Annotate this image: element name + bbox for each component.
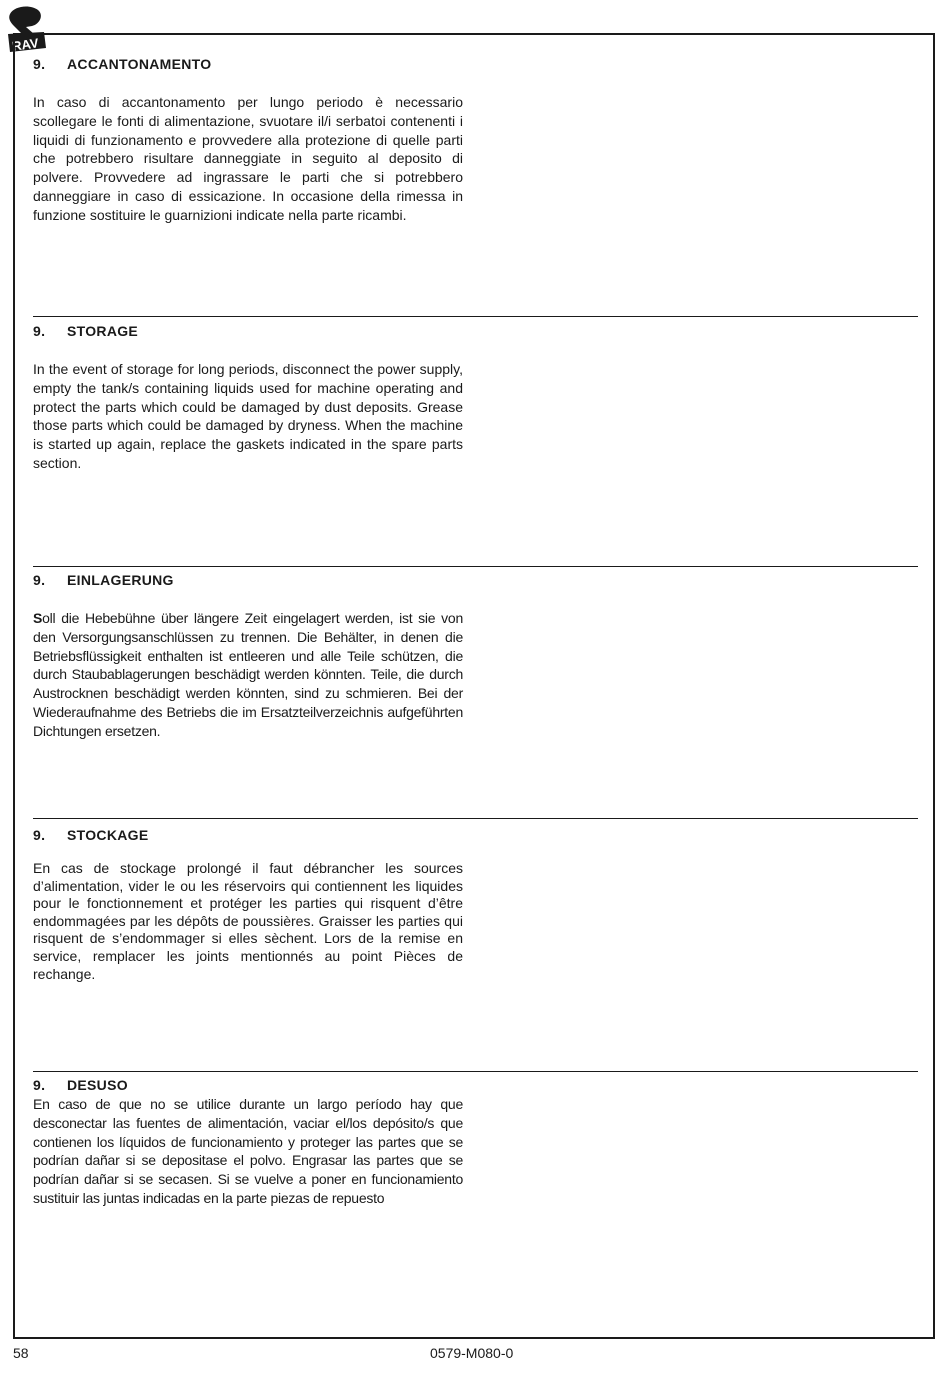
section-number: 9.	[33, 56, 46, 72]
drop-initial: S	[33, 610, 43, 626]
section-heading	[33, 1076, 463, 1094]
section-number: 9.	[33, 1077, 46, 1093]
section-body	[33, 609, 463, 741]
section-french	[33, 826, 463, 983]
section-heading	[33, 322, 463, 340]
section-body: In the event of storage for long periods, disconnect the power supply, empty the tank/s containing liquids used for machine operating and protect the parts which could be damaged by dust deposits. Grease those parts which could be damaged by dryness. When the machine is started up again, replace the gaskets indicated in the spare parts section.	[33, 361, 463, 471]
section-divider	[33, 316, 918, 317]
section-body: In caso di accantonamento per lungo periodo è necessario scollegare le fonti di alimentazione, svuotare il/i serbatoi contenenti i liquidi di funzionamento e provvedere alla protezione di quelle parti che potrebbero risultare danneggiate in seguito al deposito di polvere. Provvedere ad ingrassare le parti che si potrebbero danneggiare in caso di essicazione. In occasione della rimessa in funzione sostituire le guarnizioni indicate nella parte ricambi.	[33, 94, 463, 223]
section-title: DESUSO	[67, 1077, 128, 1093]
section-title: STOCKAGE	[67, 827, 149, 843]
section-divider	[33, 818, 918, 819]
section-number: 9.	[33, 323, 46, 339]
document-code: 0579-M080-0	[430, 1345, 514, 1361]
section-heading	[33, 55, 463, 73]
section-body-text: oll die Hebebühne über längere Zeit eingelagert werden, ist sie von den Versorgungsanschlüssen zu trennen. Die Behälter, in denen die Betriebsflüssigkeit enthalten ist entleeren und alle Teile schützen, die durch Staubablagerungen beschädigt werden könnten. Teile, die durch Austrocknen beschädigt werden könnten, sind zu schmieren. Bei der Wiederaufnahme des Betriebs die im Ersatzteilverzeichnis aufgeführten Dichtungen ersetzen.	[33, 610, 463, 739]
section-english	[33, 322, 463, 473]
section-title: EINLAGERUNG	[67, 572, 174, 588]
section-title: STORAGE	[67, 323, 139, 339]
section-italian	[33, 55, 463, 225]
section-body: En cas de stockage prolongé il faut débrancher les sources d’alimentation, vider le ou les réservoirs qui contiennent les liquides pour le fonctionnement et protéger les parties qui risquent d’être endommagées par les dépôts de poussières. Graisser les parties qui risquent de s’endommager si elles sèchent. Lors de la remise en service, remplacer les joints mentionnés au point Pièces de rechange.	[33, 860, 463, 982]
section-divider	[33, 1071, 918, 1072]
section-divider	[33, 566, 918, 567]
section-spanish	[33, 1076, 463, 1208]
section-heading	[33, 826, 463, 844]
section-body: En caso de que no se utilice durante un largo período hay que desconectar las fuentes de alimentación, vaciar el/los depósito/s que contienen los líquidos de funcionamiento y proteger las partes que se podrían dañar si se depositase el polvo. Engrasar las partes que se podrían dañar si se secasen. Si se vuelve a poner en funcionamiento sustituir las juntas indicadas en la parte piezas de repuesto	[33, 1096, 463, 1206]
section-german	[33, 571, 463, 741]
section-heading	[33, 571, 463, 589]
svg-text:RAV: RAV	[11, 35, 40, 54]
section-title: ACCANTONAMENTO	[67, 56, 212, 72]
section-number: 9.	[33, 827, 46, 843]
section-number: 9.	[33, 572, 46, 588]
page-number: 58	[13, 1345, 29, 1361]
